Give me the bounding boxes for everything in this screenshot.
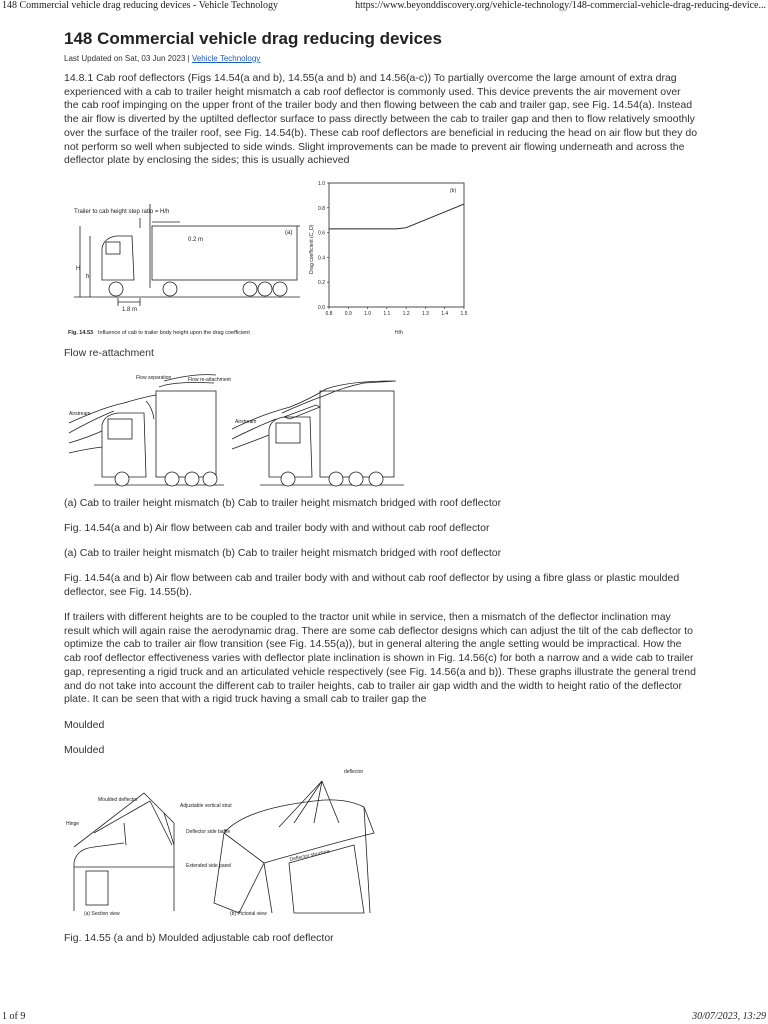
label-H: H [76, 266, 81, 272]
page-number: 1 of 9 [2, 1011, 26, 1022]
chart-ylabel: Drag coefficient (C_D) [309, 224, 315, 274]
section-view-label: (a) Section view [84, 911, 120, 917]
print-datetime: 30/07/2023, 13:29 [692, 1011, 766, 1022]
figure-14-55-drawing [64, 763, 409, 923]
ratio-label: Trailer to cab height step ratio = H/h [74, 209, 170, 215]
figure-14-53 [60, 178, 468, 338]
x-tick-label: 1.1 [383, 311, 391, 317]
figure-14-54-drawing [64, 367, 409, 493]
y-tick-label: 0.0 [318, 305, 325, 311]
x-tick-label: 0.8 [325, 311, 333, 317]
adjustable-strut-label: Adjustable vertical strut [180, 803, 232, 809]
side-baffle-label: Deflector side baffle [186, 829, 231, 835]
last-updated-text: Last Updated on Sat, 03 Jun 2023 | [64, 54, 192, 63]
figure-14-55 [64, 763, 409, 923]
dim-0-2m: 0.2 m [188, 237, 204, 243]
airstream-a-label: Airstream [69, 411, 91, 417]
paragraph-cab-roof-deflectors: 14.8.1 Cab roof deflectors (Figs 14.54(a and b), 14.55(a and b) and 14.56(a-c)) To partially overcome the large amount of extra drag experienced with a cab to trailer height mismatch a cab roof deflector is commonly used. This device prevents the air movement over the cab roof impinging on the upper front of the trailer body and then flowing between the cab and trailer gap, see Fig. 14.54(a). Instead the air flow is diverted by the uptilted deflector surface to pass directly between the cab to trailer gap and then to flow relatively smoothly over the surface of the trailer roof, see Fig. 14.54(b). These cab roof deflectors are beneficial in reducing the head on air flow but they do not perform so well when subjected to side winds. Slight improvements can be made to prevent air flowing underneath and across the deflector plate by enclosing the sides; this is usually achieved [64, 72, 698, 167]
paragraph-deflector-inclination: If trailers with different heights are to be coupled to the tractor unit while in service, then a mismatch of the deflector inclination may result which will again raise the aerodynamic drag. There are some cab deflector designs which can adjust the tilt of the cab deflector to optimize the cab to trailer air flow transition (see Fig. 14.55(a)), but in general altering the angle setting would be impractical. How the cab roof deflector effectiveness varies with deflector plate inclination is shown in Fig. 14.56(c) for both a narrow and a wide cab to trailer gap, representing a rigid truck and an articulated vehicle respectively (see Fig. 14.56(a and b)). These graphs illustrate the general trend and do not take into account the different cab to trailer heights, cab to trailer air gap width and the width to height ratio of the deflector plate. It can be seen that with a rigid truck having a small cab to trailer gap the [64, 611, 696, 706]
y-tick-label: 0.4 [318, 255, 325, 262]
extended-panel-label: Extended side panel [186, 863, 232, 869]
flow-reattachment-label: Flow re-attachment [64, 347, 154, 359]
caption-fig-14-55: Fig. 14.55 (a and b) Moulded adjustable cab roof deflector [64, 932, 334, 944]
figure-14-54 [64, 367, 409, 493]
y-tick-label: 1.0 [318, 181, 325, 187]
label-a: (a) [285, 230, 293, 236]
x-tick-label: 1.4 [441, 311, 449, 317]
airstream-b-label: Airstream [235, 419, 257, 425]
x-tick-label: 1.3 [421, 311, 429, 317]
figure-14-53-drawing [60, 178, 468, 338]
chart-xlabel: H/h [395, 330, 403, 336]
drag-coefficient-line [329, 204, 464, 229]
chart-label-b: (b) [450, 188, 457, 194]
deflector-label: deflector [344, 769, 364, 775]
flow-separation-label: Flow separation [136, 375, 172, 381]
label-h: h [86, 274, 90, 280]
deflector-structure-label: Deflector structure [289, 848, 331, 863]
dim-1-8m: 1.8 m [122, 307, 138, 313]
y-tick-label: 0.6 [318, 230, 325, 237]
fig-14-53-caption: Influence of cab to trailer body height upon the drag coefficient [98, 330, 250, 336]
print-header [0, 0, 768, 12]
y-tick-label: 0.2 [318, 280, 325, 287]
print-url: https://www.beyonddiscovery.org/vehicle-technology/148-commercial-vehicle-drag-reducing-device... [355, 0, 766, 11]
last-updated [64, 54, 260, 63]
caption-fig-14-54-moulded: Fig. 14.54(a and b) Air flow between cab and trailer body with and without cab roof deflector by using a fibre glass or plastic moulded deflector, see Fig. 14.55(b). [64, 572, 680, 598]
x-tick-label: 1.0 [364, 311, 372, 317]
caption-fig-14-54: Fig. 14.54(a and b) Air flow between cab and trailer body with and without cab roof deflector [64, 522, 490, 534]
x-tick-label: 1.2 [402, 311, 410, 317]
print-page-title: 148 Commercial vehicle drag reducing devices - Vehicle Technology [2, 0, 279, 11]
x-tick-label: 0.9 [344, 311, 352, 317]
fig-14-53-number: Fig. 14.53 [68, 330, 94, 336]
moulded-deflector-label: Moulded deflector [98, 797, 138, 803]
moulded-label-2: Moulded [64, 744, 105, 756]
hinge-label: Hinge [66, 821, 80, 827]
moulded-label-1: Moulded [64, 719, 105, 731]
category-link[interactable]: Vehicle Technology [191, 54, 261, 63]
drag-coefficient-chart [309, 181, 468, 336]
pictorial-view-label: (b) Pictorial view [230, 911, 267, 917]
page-title: 148 Commercial vehicle drag reducing devices [64, 29, 442, 48]
caption-fig-14-54-a-b-repeat: (a) Cab to trailer height mismatch (b) Cab to trailer height mismatch bridged with roof deflector [64, 547, 502, 559]
x-tick-label: 1.5 [460, 311, 468, 317]
y-tick-label: 0.8 [318, 205, 325, 212]
flow-reattachment-fig-label: Flow re-attachment [188, 377, 231, 383]
caption-fig-14-54-a-b: (a) Cab to trailer height mismatch (b) Cab to trailer height mismatch bridged with roof deflector [64, 497, 502, 509]
